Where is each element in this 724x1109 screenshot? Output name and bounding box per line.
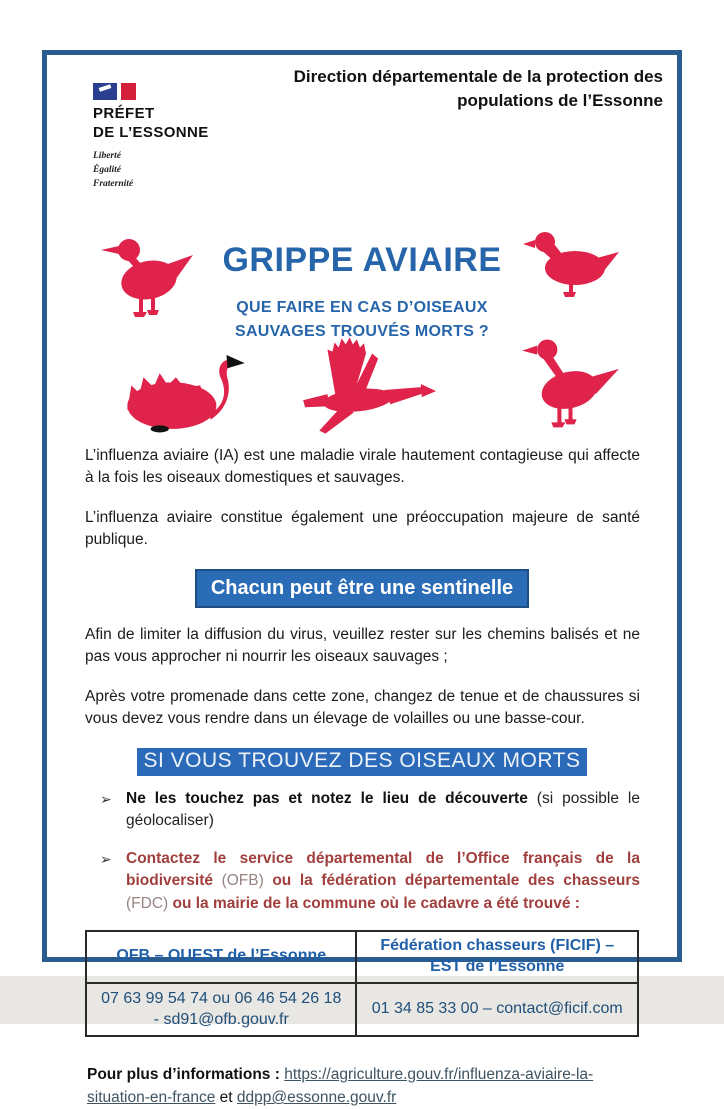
direction-title: Direction départementale de la protection des populations de l’Essonne bbox=[293, 67, 663, 110]
arrow-bullet-icon: ➢ bbox=[100, 790, 112, 807]
sentinel-banner: Chacun peut être une sentinelle bbox=[195, 569, 529, 608]
bullet2-text-2: ou la fédération départementale des chasseurs bbox=[263, 872, 640, 890]
advice-paragraph-2: Après votre promenade dans cette zone, changez de tenue et de chaussures si vous devez vous rendre dans un élevage de volailles ou une basse-cour. bbox=[85, 687, 640, 728]
bullet1-bold-text: Ne les touchez pas et notez le lieu de découverte bbox=[126, 789, 528, 807]
standing-gull-icon bbox=[97, 235, 197, 325]
ofb-column-header: OFB – OUEST de l’Essonne bbox=[86, 931, 356, 983]
bullet1-normal-text: (si possible le géolocaliser) bbox=[126, 789, 640, 830]
prefet-line2: DE L’ESSONNE bbox=[93, 123, 209, 141]
bullet2-text-3: ou la mairie de la commune où le cadavre a été trouvé : bbox=[168, 894, 580, 912]
advice-paragraph-1: Afin de limiter la diffusion du virus, veuillez rester sur les chemins balisés et ne pas vous approcher ni nourrir les oiseaux sauvages ; bbox=[85, 625, 640, 666]
subtitle-line1: QUE FAIRE EN CAS D’OISEAUX bbox=[236, 299, 488, 316]
table-row bbox=[86, 983, 638, 1036]
table-header-row bbox=[86, 931, 638, 983]
bullet2-ofb: (OFB) bbox=[213, 872, 264, 890]
ficif-contact-value: 01 34 85 33 00 – contact@ficif.com bbox=[356, 983, 638, 1036]
subtitle-line2: SAUVAGES TROUVÉS MORTS ? bbox=[234, 323, 490, 340]
page-title: GRIPPE AVIAIRE bbox=[222, 241, 502, 279]
instructions-list bbox=[100, 788, 640, 915]
flying-goose-icon bbox=[295, 335, 437, 437]
swimming-swan-icon bbox=[113, 351, 255, 437]
prefet-line1: PRÉFET bbox=[93, 105, 155, 122]
footer-separator: et bbox=[215, 1089, 237, 1107]
contacts-table bbox=[85, 930, 639, 1037]
standing-duck-icon bbox=[523, 227, 623, 309]
list-item bbox=[100, 788, 640, 833]
poster-frame bbox=[42, 50, 682, 1107]
standing-gull-icon bbox=[517, 337, 623, 439]
bullet2-fdc: (FDC) bbox=[126, 894, 169, 912]
ficif-column-header: Fédération chasseurs (FICIF) – EST de l’Essonne bbox=[356, 931, 638, 983]
intro-paragraph-2: L’influenza aviaire constitue également une préoccupation majeure de santé publique. bbox=[85, 508, 640, 549]
dead-birds-heading: SI VOUS TROUVEZ DES OISEAUX MORTS bbox=[137, 748, 588, 776]
arrow-bullet-icon: ➢ bbox=[100, 850, 112, 867]
intro-paragraph-1: L’influenza aviaire (IA) est une maladie virale hautement contagieuse qui affecte à la fois les oiseaux domestiques et sauvages. bbox=[85, 447, 640, 487]
footer-prefix: Pour plus d’informations : bbox=[87, 1065, 285, 1083]
ddpp-email-link[interactable]: ddpp@essonne.gouv.fr bbox=[236, 1089, 397, 1107]
ofb-contact-value: 07 63 99 54 74 ou 06 46 54 26 18 - sd91@ofb.gouv.fr bbox=[86, 983, 356, 1036]
republic-motto: Liberté Égalité Fraternité bbox=[93, 150, 134, 189]
bullet2-text-1: Contactez le service départemental de l’Office français de la biodiversité bbox=[126, 849, 640, 890]
hero-section bbox=[47, 227, 677, 445]
list-item bbox=[100, 848, 640, 915]
agriculture-link[interactable]: https://agriculture.gouv.fr/influenza-aviaire-la-situation-en-france bbox=[87, 1065, 594, 1107]
more-info-footer bbox=[87, 1063, 633, 1109]
